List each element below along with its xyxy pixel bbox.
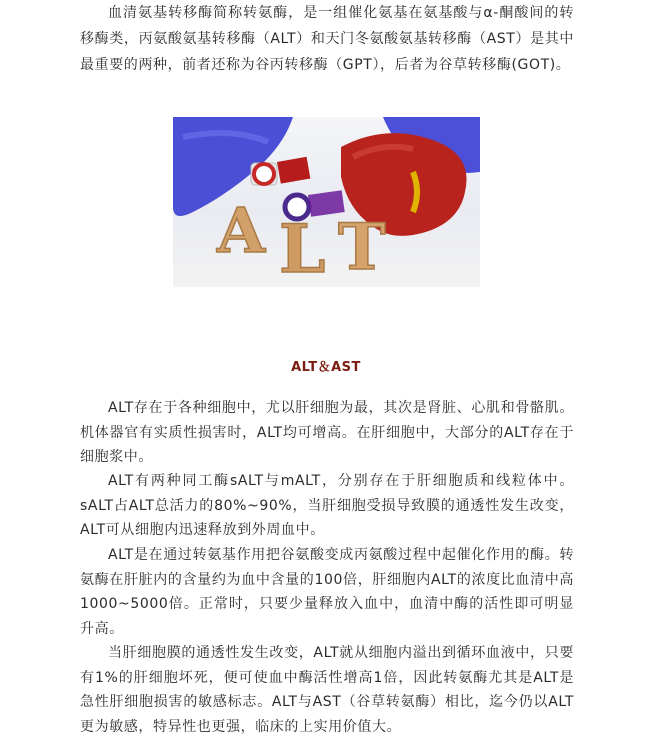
letter-a: A <box>217 194 266 267</box>
figure-caption: ALT＆AST <box>291 360 361 375</box>
paragraph-alt-distribution: ALT存在于各种细胞中，尤以肝细胞为最，其次是肾脏、心肌和骨骼肌。机体器官有实质性损害时，ALT均可增高。在肝细胞中，大部分的ALT存在于细胞浆中。 <box>80 400 574 465</box>
letter-l: L <box>279 210 326 287</box>
paragraph-alt-sensitivity: 当肝细胞膜的通透性发生改变，ALT就从细胞内溢出到循环血液中，只要有1%的肝细胞坏死，便可使血中酶活性增高1倍，因此转氨酶尤其是ALT是急性肝细胞损害的敏感标志。ALT与AST（谷草转氨酶）相比，迄今仍以ALT更为敏感，特异性也更强，临床的上实用价值大。 <box>80 645 574 735</box>
paragraph-alt-function: ALT是在通过转氨基作用把谷氨酸变成丙氨酸过程中起催化作用的酶。转氨酶在肝脏内的含量约为血中含量的100倍，肝细胞内ALT的浓度比血清中高1000~5000倍。正常时，只要少量释放入血中，血清中酶的活性即可明显升高。 <box>80 547 574 637</box>
letter-t: T <box>338 210 386 285</box>
paragraph-alt-isoenzymes: ALT有两种同工酶sALT与mALT，分别存在于肝细胞质和线粒体中。sALT占ALT总活力的80%~90%，当肝细胞受损导致膜的通透性发生改变，ALT可从细胞内迅速释放到外周血中。 <box>80 473 574 538</box>
intro-paragraph: 血清氨基转移酶简称转氨酶，是一组催化氨基在氨基酸与α-酮酸间的转移酶类，丙氨酸氨基转移酶（ALT）和天门冬氨酸氨基转移酶（AST）是其中最重要的两种，前者还称为谷丙转移酶（GPT），后者为谷草转移酶(GOT)。 <box>80 5 574 73</box>
alt-liver-photo <box>173 117 480 287</box>
alt-liver-illustration <box>173 117 480 287</box>
